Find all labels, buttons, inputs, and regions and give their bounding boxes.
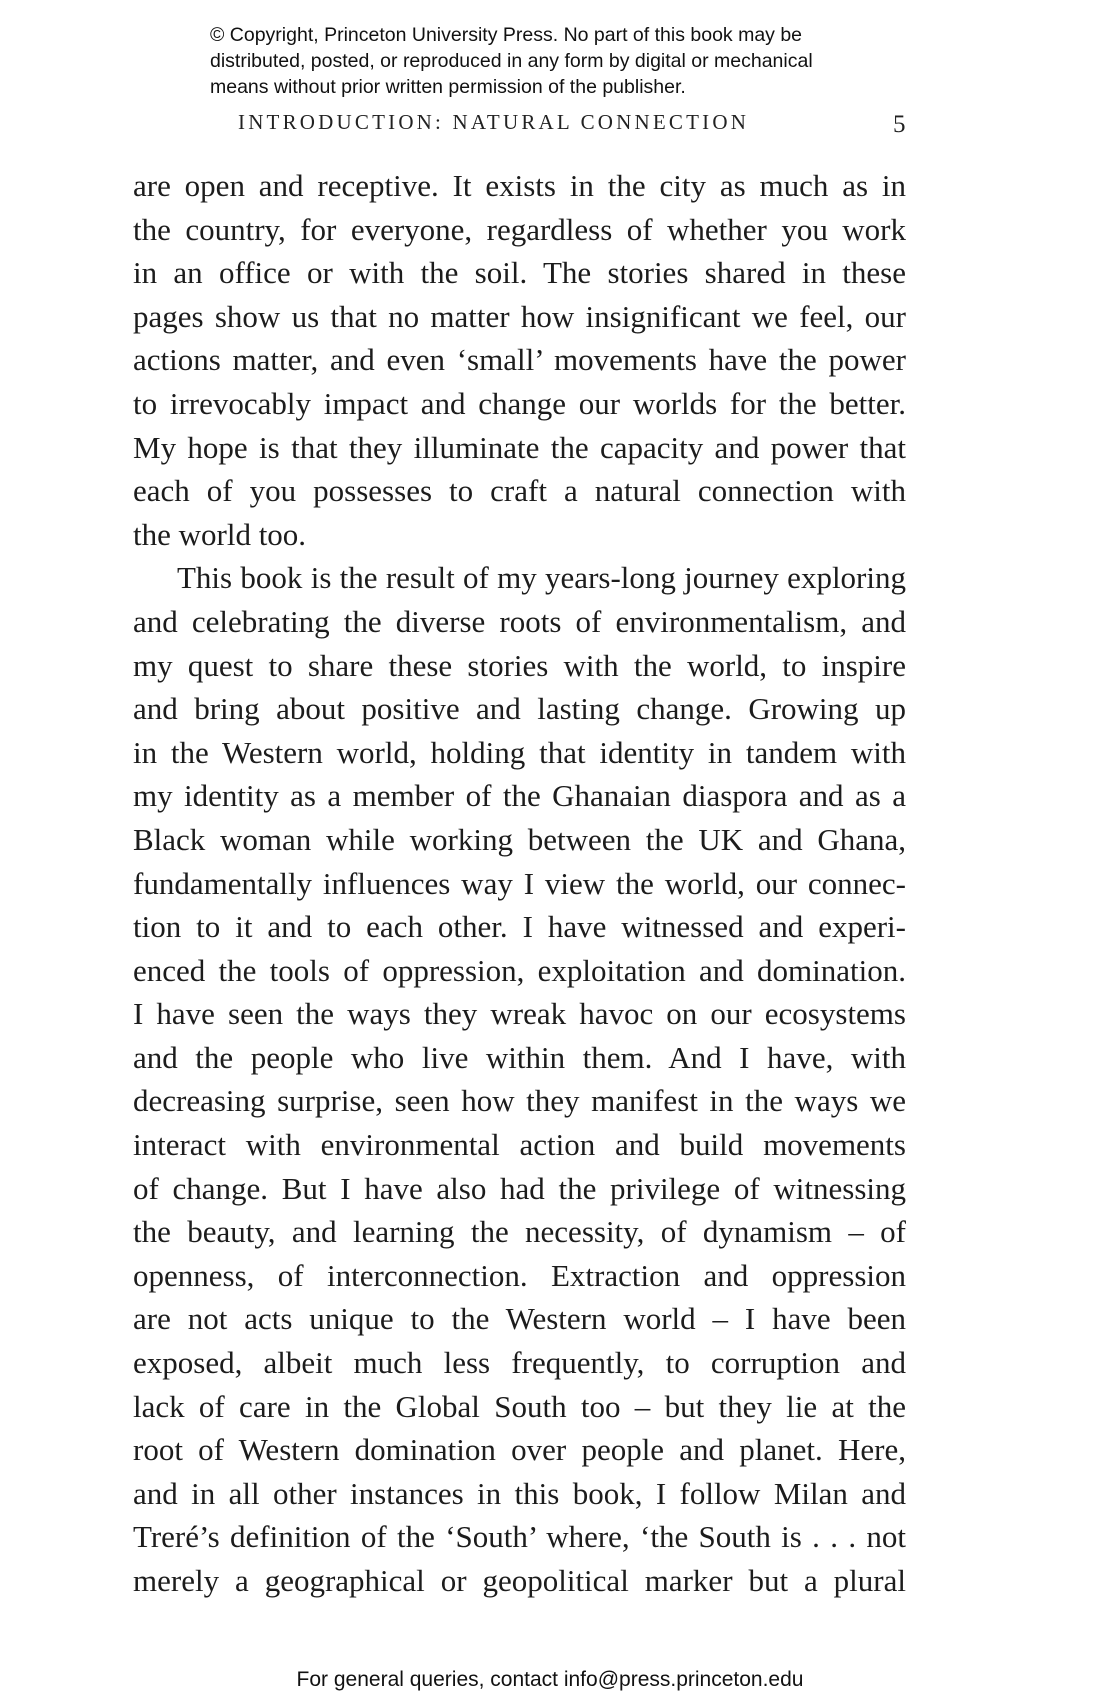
text-line: and bring about positive and lasting change. Growing up bbox=[133, 691, 906, 727]
text-line: my identity as a member of the Ghanaian diaspora and as a bbox=[133, 778, 906, 814]
copyright-line: distributed, posted, or reproduced in any form by digital or mechanical bbox=[210, 50, 813, 72]
text-line: my quest to share these stories with the world, to inspire bbox=[133, 647, 906, 683]
text-line: Black woman while working between the UK and Ghana, bbox=[133, 821, 906, 857]
text-line: in the Western world, holding that identity in tandem with bbox=[133, 734, 906, 770]
text-line: root of Western domination over people and planet. Here, bbox=[133, 1432, 906, 1468]
text-line: to irrevocably impact and change our worlds for the better. bbox=[133, 385, 906, 421]
text-line: actions matter, and even ‘small’ movements have the power bbox=[133, 342, 906, 378]
copyright-notice bbox=[210, 22, 930, 100]
text-line: Treré’s definition of the ‘South’ where, ‘the South is . . . not bbox=[133, 1519, 906, 1555]
page-number: 5 bbox=[893, 111, 906, 138]
text-line: This book is the result of my years-long journey exploring bbox=[177, 560, 906, 596]
running-head: INTRODUCTION: NATURAL CONNECTION bbox=[238, 110, 750, 134]
text-line: merely a geographical or geopolitical marker but a plural bbox=[133, 1563, 906, 1598]
text-line: I have seen the ways they wreak havoc on our ecosystems bbox=[133, 996, 906, 1032]
text-line: and celebrating the diverse roots of environmentalism, and bbox=[133, 603, 906, 639]
text-line: decreasing surprise, seen how they manifest in the ways we bbox=[133, 1083, 906, 1119]
copyright-line: © Copyright, Princeton University Press. No part of this book may be bbox=[210, 24, 803, 46]
text-line: in an office or with the soil. The stories shared in these bbox=[133, 255, 906, 291]
text-line: lack of care in the Global South too – but they lie at the bbox=[133, 1388, 906, 1424]
text-line: of change. But I have also had the privilege of witnessing bbox=[133, 1170, 906, 1206]
text-line: interact with environmental action and build movements bbox=[133, 1127, 906, 1163]
copyright-line: means without prior written permission of the publisher. bbox=[210, 76, 686, 98]
text-line: fundamentally influences way I view the world, our connec- bbox=[133, 865, 906, 901]
text-line: exposed, albeit much less frequently, to corruption and bbox=[133, 1345, 906, 1381]
text-line: My hope is that they illuminate the capacity and power that bbox=[133, 429, 906, 465]
footer-contact: For general queries, contact info@press.princeton.edu bbox=[296, 1668, 804, 1691]
text-line: each of you possesses to craft a natural connection with bbox=[133, 473, 906, 509]
text-line: enced the tools of oppression, exploitation and domination. bbox=[133, 952, 906, 988]
text-line: the country, for everyone, regardless of whether you work bbox=[133, 211, 906, 247]
text-line: the beauty, and learning the necessity, of dynamism – of bbox=[133, 1214, 906, 1250]
text-line: are open and receptive. It exists in the city as much as in bbox=[133, 168, 906, 203]
text-line: are not acts unique to the Western world – I have been bbox=[133, 1301, 906, 1337]
text-line: and in all other instances in this book, I follow Milan and bbox=[133, 1475, 906, 1511]
text-line: tion to it and to each other. I have witnessed and experi- bbox=[133, 909, 906, 945]
text-line: and the people who live within them. And I have, with bbox=[133, 1039, 906, 1075]
text-line: pages show us that no matter how insignificant we feel, our bbox=[133, 298, 906, 334]
text-line: openness, of interconnection. Extraction and oppression bbox=[133, 1257, 906, 1293]
body-text bbox=[133, 164, 906, 1603]
text-line: the world too. bbox=[133, 516, 307, 552]
